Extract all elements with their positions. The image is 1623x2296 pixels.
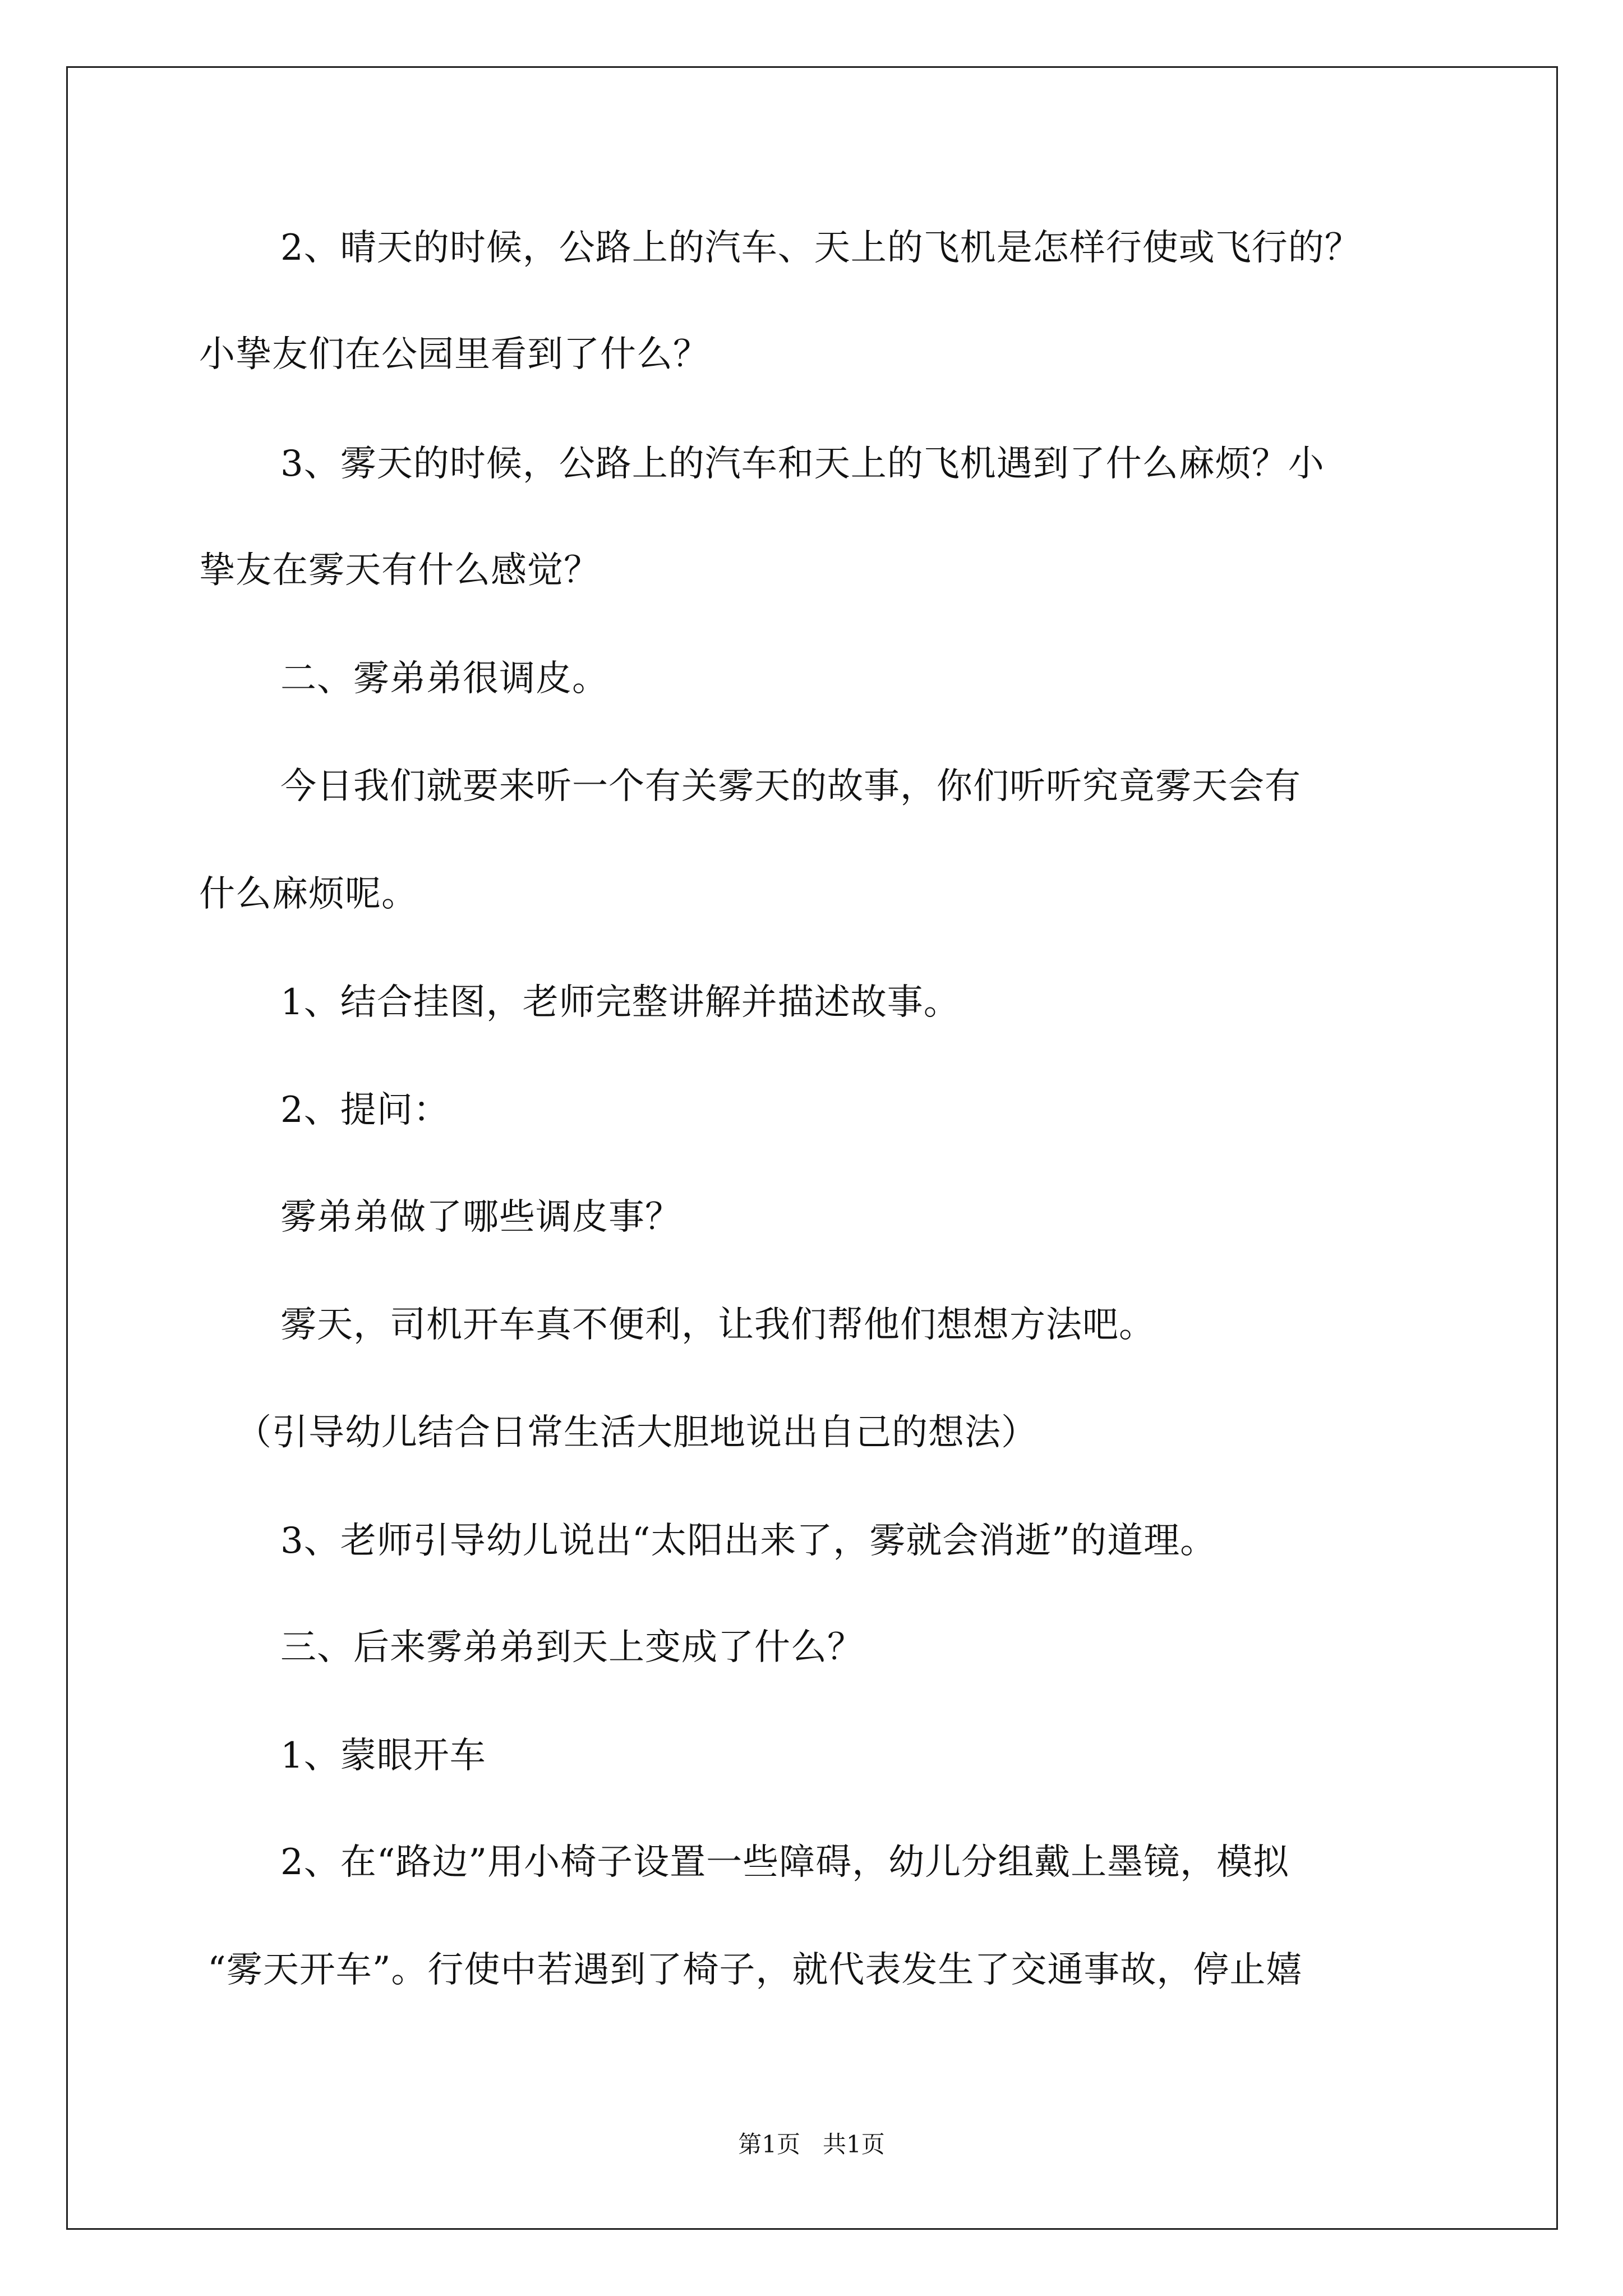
paragraph-8: 雾天，司机开车真不便利，让我们帮他们想想方法吧。 [280,1304,1155,1346]
paragraph-1-line-1: 2、晴天的时候，公路上的汽车、天上的飞机是怎样行使或飞行的？ [280,227,1361,269]
paragraph-13-line-1: 2、在“路边”用小椅子设置一些障碍，幼儿分组戴上墨镜，模拟 [280,1842,1290,1883]
paragraph-2-line-2: 挚友在雾天有什么感觉？ [199,550,600,591]
page-border [66,66,1558,2230]
paragraph-9: （引导幼儿结合日常生活大胆地说出自己的想法） [236,1412,1038,1453]
paragraph-3-heading: 二、雾弟弟很调皮。 [280,658,608,700]
page-number-footer: 第1页 共1页 [738,2131,885,2158]
paragraph-1-line-2: 小挚友们在公园里看到了什么？ [199,334,709,375]
paragraph-10: 3、老师引导幼儿说出“太阳出来了，雾就会消逝”的道理。 [280,1520,1217,1562]
paragraph-12: 1、蒙眼开车 [280,1735,486,1777]
paragraph-2-line-1: 3、雾天的时候，公路上的汽车和天上的飞机遇到了什么麻烦？小 [280,443,1325,485]
paragraph-4-line-2: 什么麻烦呢。 [199,873,418,915]
paragraph-6: 2、提问： [280,1089,450,1131]
paragraph-4-line-1: 今日我们就要来听一个有关雾天的故事，你们听听究竟雾天会有 [280,766,1301,807]
paragraph-7: 雾弟弟做了哪些调皮事？ [280,1197,681,1238]
paragraph-13-line-2: “雾天开车”。行使中若遇到了椅子，就代表发生了交通事故，停止嬉 [208,1949,1303,1991]
paragraph-5: 1、结合挂图，老师完整讲解并描述故事。 [280,982,960,1023]
paragraph-11-heading: 三、后来雾弟弟到天上变成了什么？ [280,1627,864,1668]
